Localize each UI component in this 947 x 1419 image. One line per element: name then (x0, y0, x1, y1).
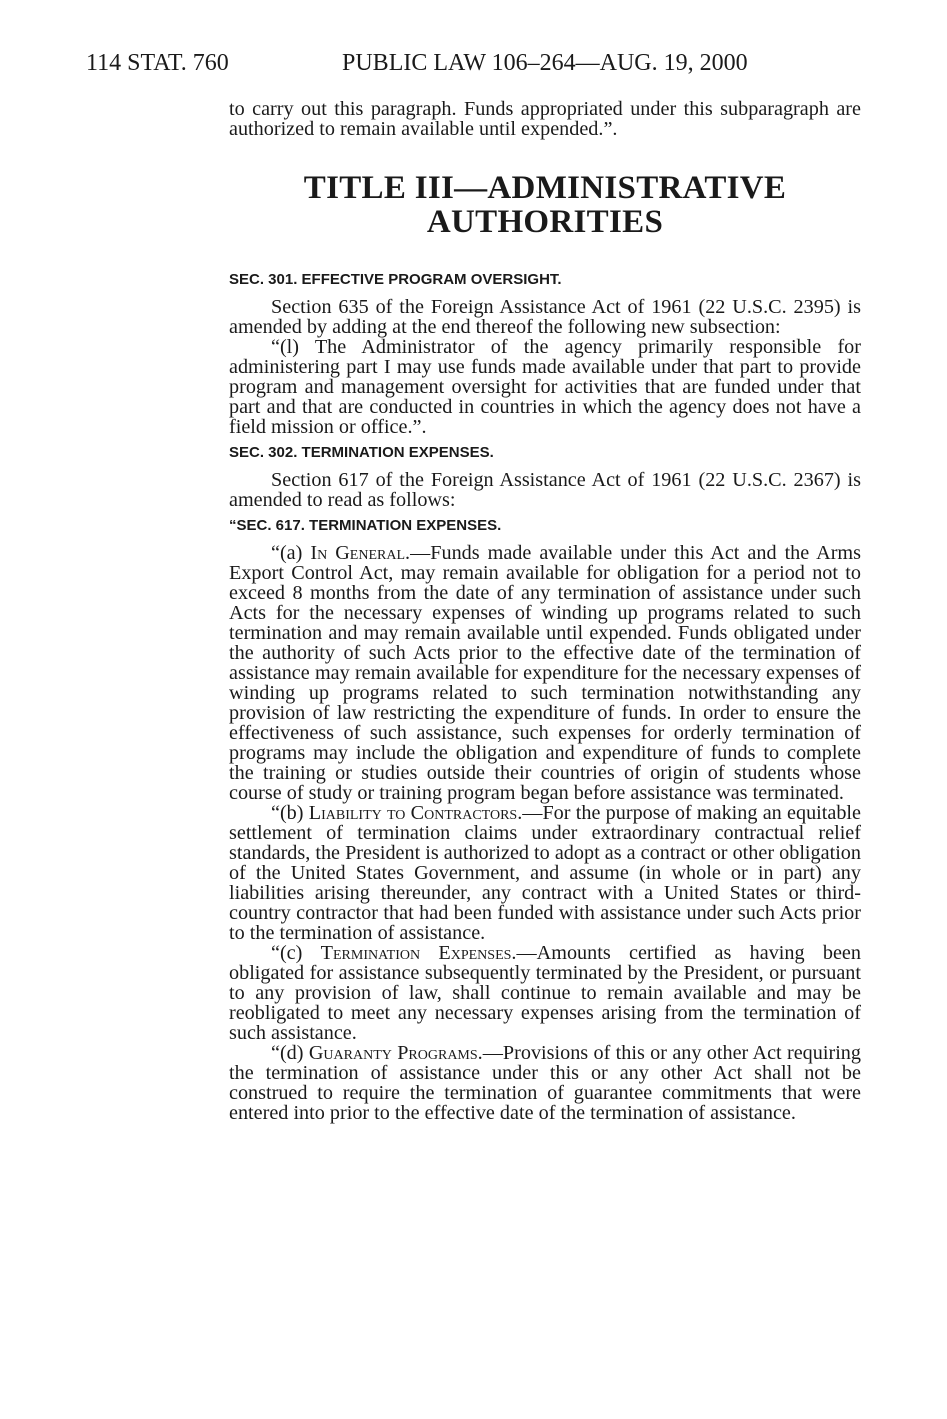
section-301-intro: Section 635 of the Foreign Assistance Act of 1961 (22 U.S.C. 2395) is amended by adding at the end thereof the following new subsection: (229, 296, 861, 338)
subsection-d (229, 1043, 861, 1123)
subsection-a-text: .—Funds made available under this Act and the Arms Export Control Act, may remain available for obligation for a period not to exceed 8 months from the date of any termination of assistance under such Acts for the necessary expenses of winding up programs related to such termination and may remain available until expended. Funds obligated under the authority of such Acts prior to the effective date of the termination of assistance may remain available for expenditure for the necessary expenses of winding up programs related to such termination notwithstanding any provision of law restricting the expenditure of funds. In order to ensure the effectiveness of such assistance, such expenses for orderly termination of programs may include the obligation and expenditure of funds to complete the training or studies outside their countries of origin of students whose course of study or training program began before assistance was terminated. (229, 542, 861, 804)
subsection-d-heading: Guaranty Programs (308, 1042, 478, 1064)
subsection-b-text: .—For the purpose of making an equitable settlement of termination claims under extraordinary contractual relief standards, the President is authorized to adopt as a contract or other obligation of the United States Government, and assume (in whole or in part) any liabilities arising thereunder, any contract with a United States or third-country contractor that had been funded with assistance under such Acts prior to the termination of assistance. (229, 802, 862, 944)
subsection-b-label: “(b) (271, 802, 309, 824)
title-heading (229, 171, 861, 239)
public-law-title: PUBLIC LAW 106–264—AUG. 19, 2000 (342, 50, 748, 76)
title-line-2: AUTHORITIES (426, 204, 664, 240)
section-302-heading: SEC. 302. TERMINATION EXPENSES. (229, 444, 494, 461)
subsection-c-heading: Termination Expenses (320, 942, 512, 964)
subsection-d-label: “(d) (271, 1042, 309, 1064)
page-header (86, 50, 766, 82)
section-301-heading: SEC. 301. EFFECTIVE PROGRAM OVERSIGHT. (229, 271, 562, 288)
subsection-c-text: .—Amounts certified as having been obligated for assistance subsequently terminated by the President, or pursuant to any provision of law, shall continue to remain available and may be reobligated to meet any necessary expenses arising from the termination of such assistance. (229, 942, 861, 1044)
subsection-d-text: .—Provisions of this or any other Act requiring the termination of assistance under this or any other Act shall not be construed to require the termination of guarantee commitments that were entered into prior to the effective date of the termination of assistance. (229, 1042, 861, 1124)
carryover-paragraph: to carry out this paragraph. Funds appropriated under this subparagraph are authorized to remain available until expended.”. (229, 98, 861, 140)
subsection-b-heading: Liability to Contractors (308, 802, 518, 824)
subsection-c-label: “(c) (271, 942, 321, 964)
section-617-heading: “SEC. 617. TERMINATION EXPENSES. (229, 517, 502, 534)
subsection-c (229, 943, 861, 1043)
subsection-b (229, 803, 861, 943)
section-301-quote: “(l) The Administrator of the agency primarily responsible for administering part I may use funds made available under that part to provide program and management oversight for activities that are funded under that part and that are conducted in countries in which the agency does not have a field mission or office.”. (229, 336, 861, 438)
section-302-intro: Section 617 of the Foreign Assistance Act of 1961 (22 U.S.C. 2367) is amended to read as follows: (229, 469, 861, 511)
title-line-1: TITLE III—ADMINISTRATIVE (303, 170, 787, 206)
statute-citation: 114 STAT. 760 (86, 50, 229, 76)
document-body (229, 99, 861, 1123)
subsection-a (229, 543, 861, 803)
subsection-a-heading: In General (310, 542, 406, 564)
subsection-a-label: “(a) (271, 542, 311, 564)
